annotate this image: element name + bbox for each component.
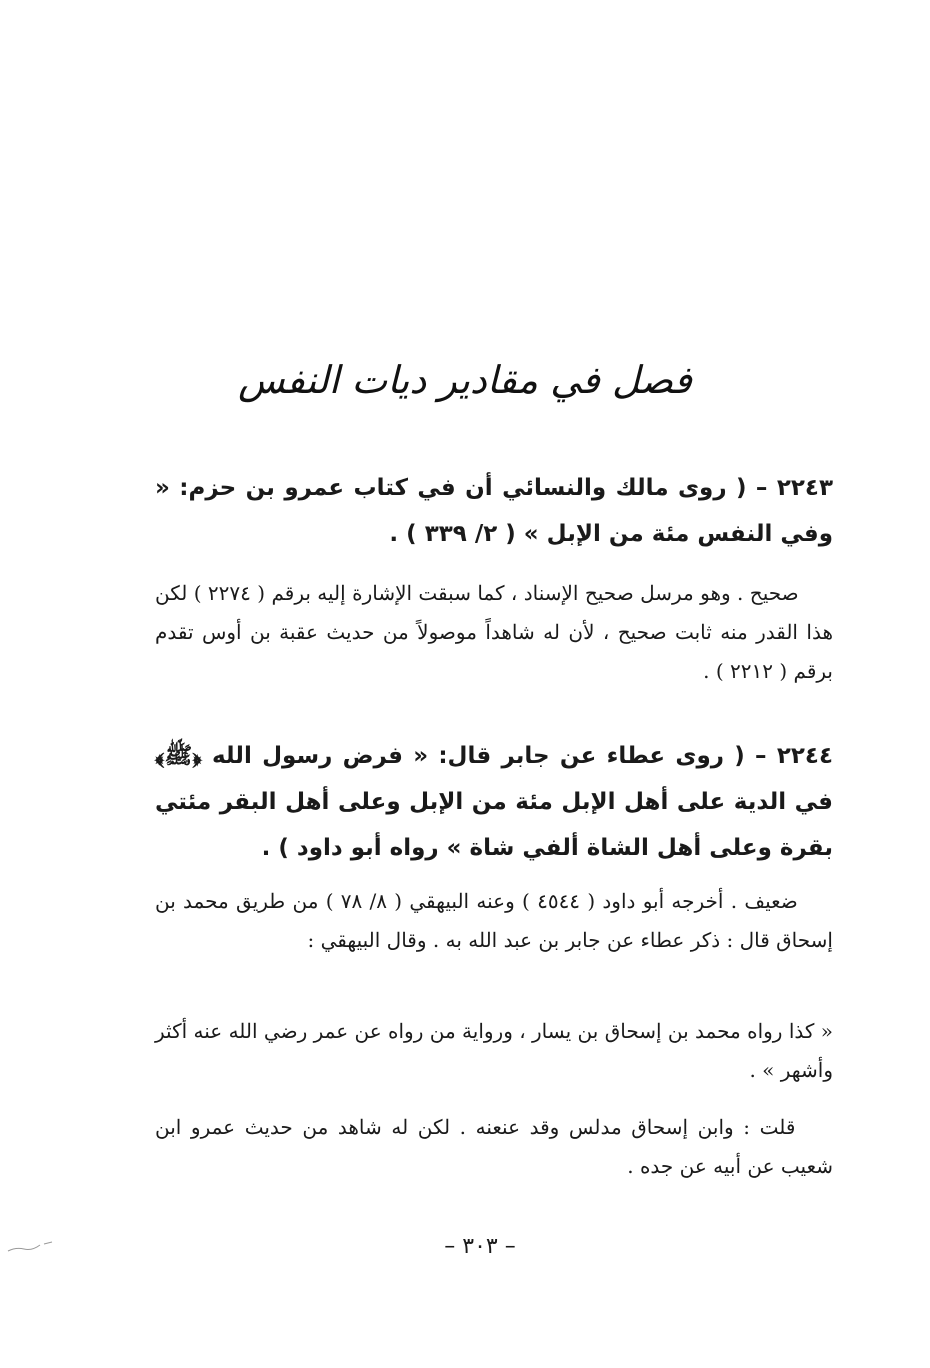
quote-text: « كذا رواه محمد بن إسحاق بن يسار ، ورواية من رواه عن عمر رضي الله عنه أكثر وأشهر » . xyxy=(155,1019,833,1082)
commentary-text: . أخرجه أبو داود ( ٤٥٤٤ ) وعنه البيهقي ( ٨/ ٧٨ ) من طريق محمد بن إسحاق قال : ذكر عطاء عن جابر بن عبد الله به . وقال البيهقي : xyxy=(155,889,833,952)
commentary-2244 xyxy=(155,882,833,960)
hadith-dash: – xyxy=(744,743,767,769)
hadith-number: ٢٢٤٣ xyxy=(776,475,834,501)
margin-scribble-icon xyxy=(6,1240,54,1254)
grade-label: ضعيف xyxy=(744,889,798,913)
hadith-2244 xyxy=(155,733,833,871)
hadith-number: ٢٢٤٤ xyxy=(776,743,833,769)
commentary-text: . وهو مرسل صحيح الإسناد ، كما سبقت الإشارة إليه برقم ( ٢٢٧٤ ) لكن هذا القدر منه ثابت صحيح ، لأن له شاهداً موصولاً من حديث عقبة بن أوس تقدم برقم ( ٢٢١٢ ) . xyxy=(155,581,833,683)
commentary-2243 xyxy=(155,574,833,691)
hadith-2243 xyxy=(155,465,833,557)
quotation xyxy=(155,1012,833,1090)
hadith-dash: – xyxy=(746,475,768,501)
hadith-text: ( روى مالك والنسائي أن في كتاب عمرو بن حزم: « وفي النفس مئة من الإبل » ( ٢/ ٣٣٩ ) . xyxy=(155,475,833,547)
note-text: قلت : وابن إسحاق مدلس وقد عنعنه . لكن له شاهد من حديث عمرو ابن شعيب عن أبيه عن جده . xyxy=(155,1115,833,1178)
author-note xyxy=(155,1108,833,1186)
chapter-title: فصل في مقادير ديات النفس xyxy=(238,358,692,402)
page-number: – ٣٠٣ – xyxy=(444,1234,516,1259)
grade-label: صحيح xyxy=(749,581,799,605)
hadith-text: ( روى عطاء عن جابر قال: « فرض رسول الله ﴿ﷺ﴾ في الدية على أهل الإبل مئة من الإبل وعلى أهل البقر مئتي بقرة وعلى أهل الشاة ألفي شاة » رواه أبو داود ) . xyxy=(155,743,833,861)
